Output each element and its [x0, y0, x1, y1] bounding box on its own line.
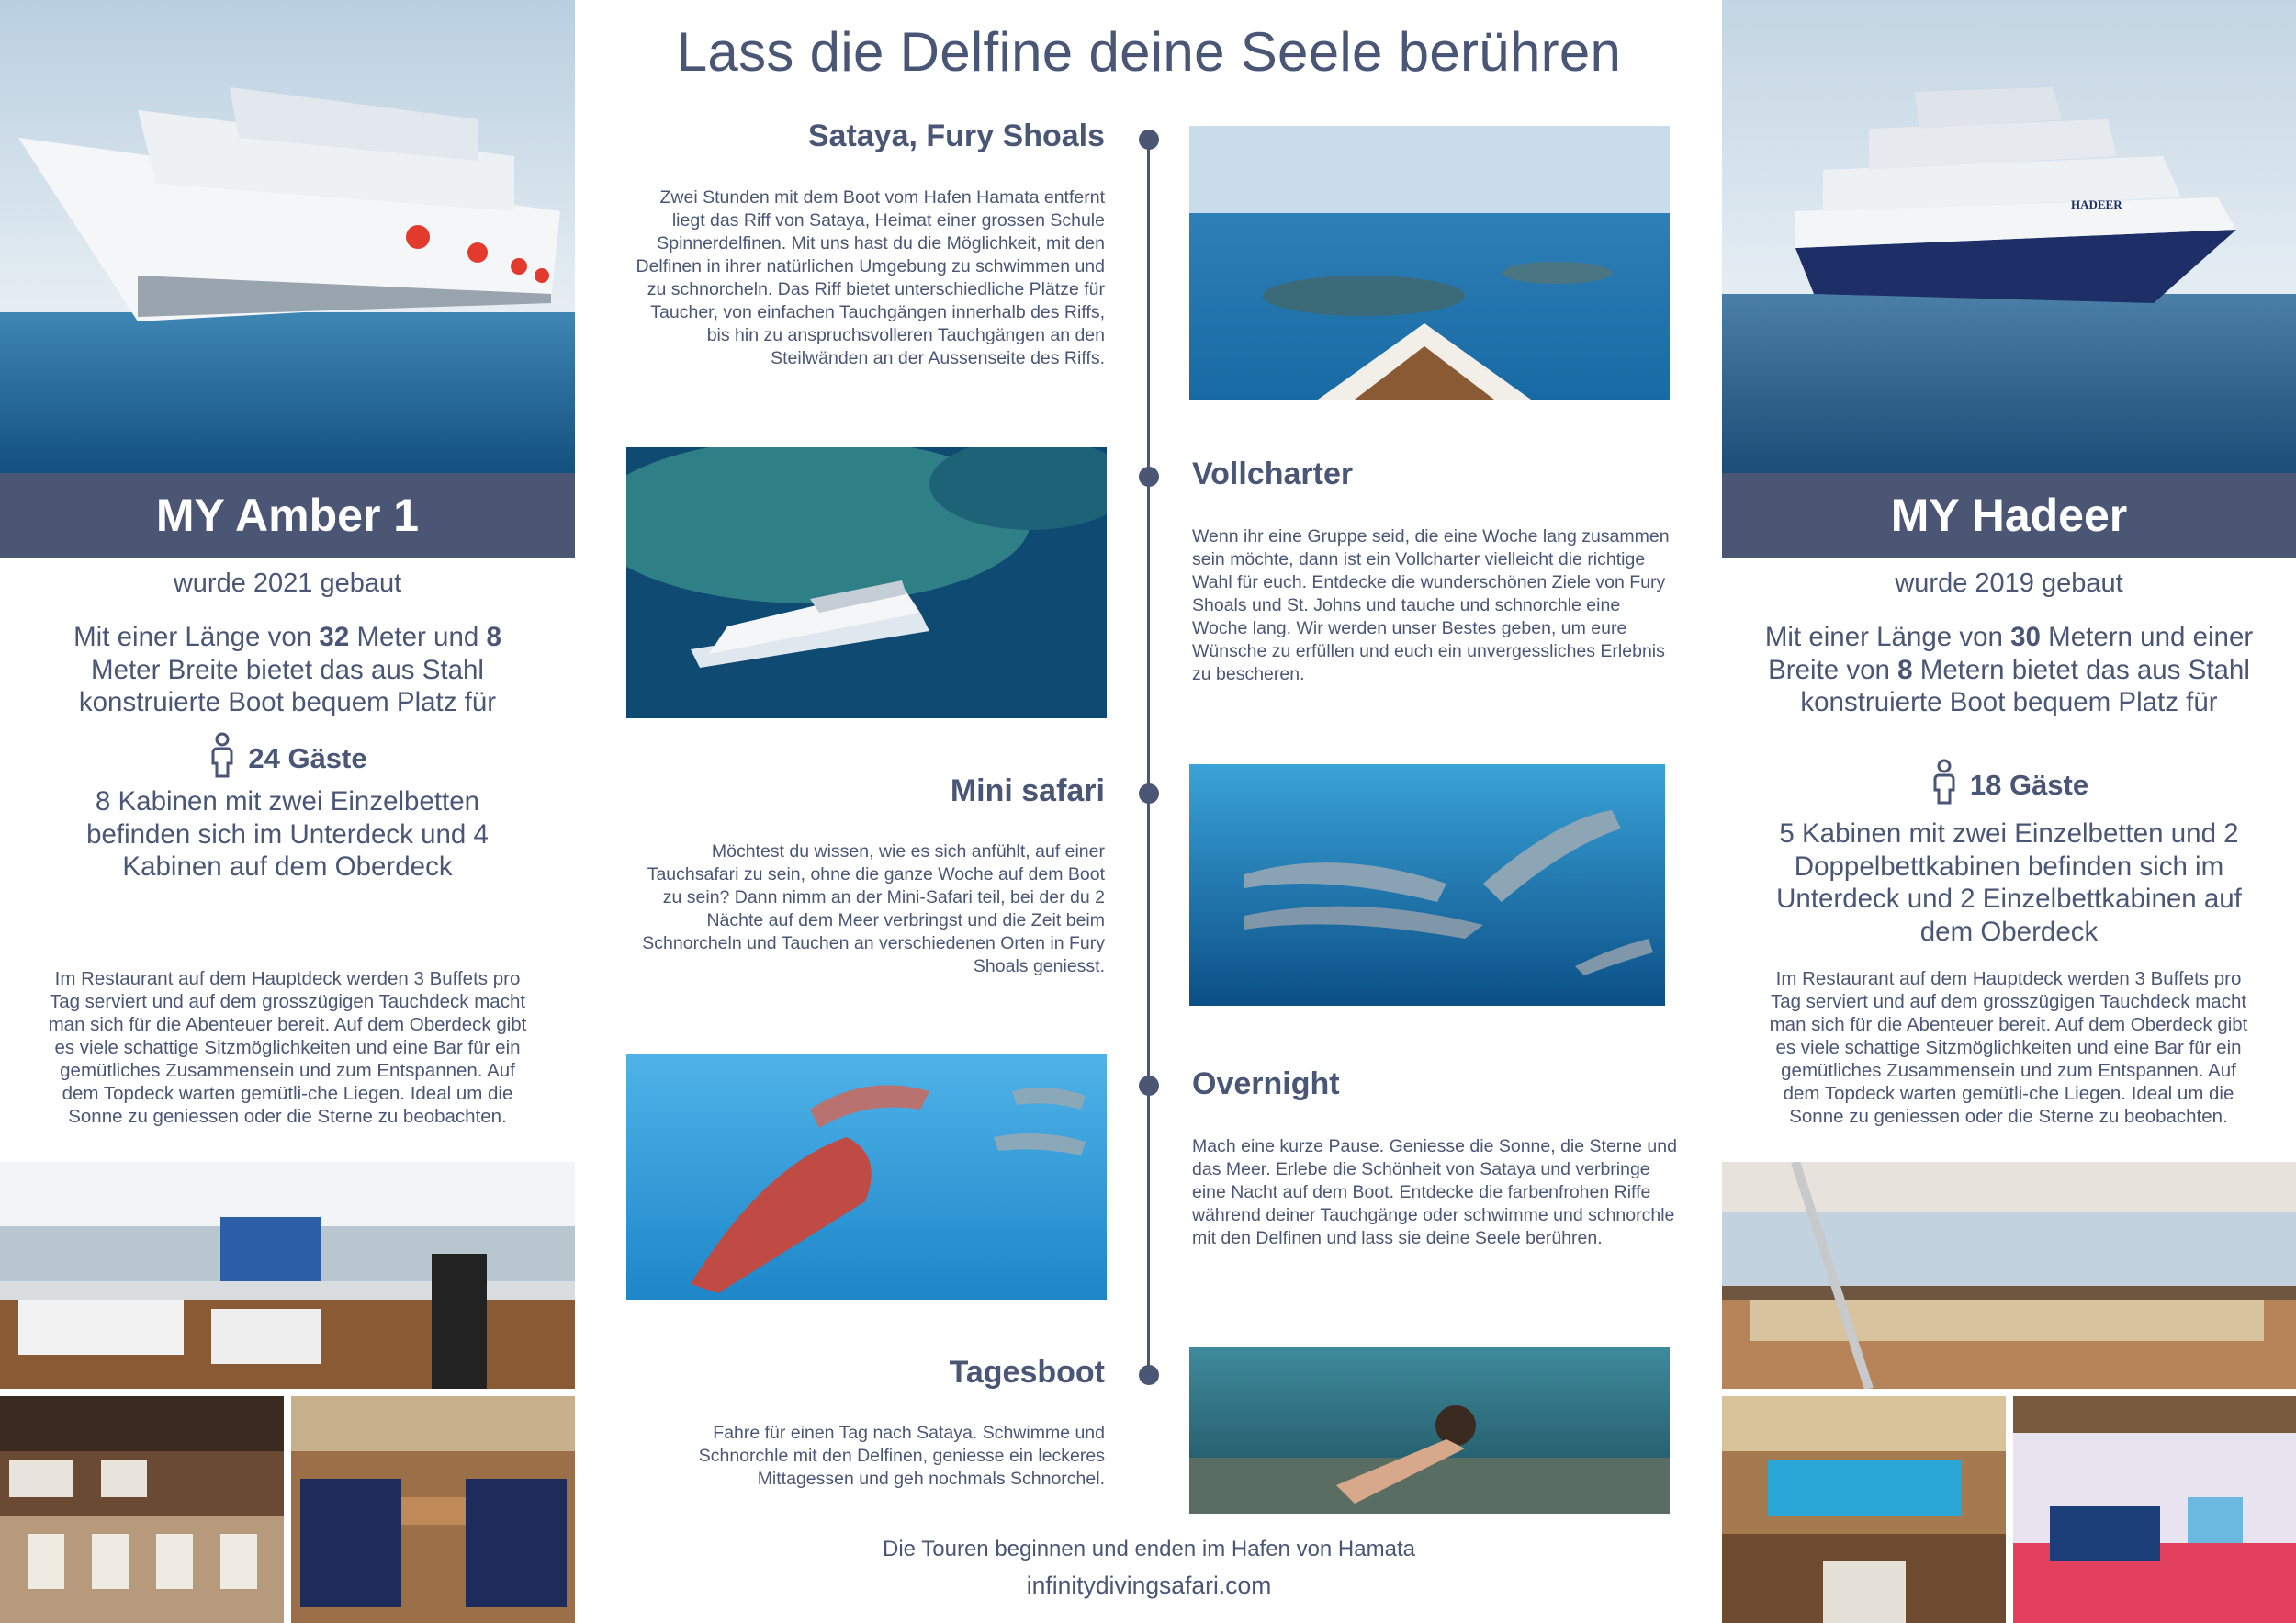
footer-note: Die Touren beginnen und enden im Hafen von Hamata — [883, 1537, 1415, 1561]
timeline-dot — [1139, 130, 1159, 150]
cabin-info: 8 Kabinen mit zwei Einzelbetten befinden sich im Unterdeck und 4 Kabinen auf dem Oberdeck — [86, 786, 489, 882]
tour-text: Möchtest du wissen, wie es sich anfühlt, auf einer Tauchsafari zu sein, ohne die ganze Woche auf dem Boot zu sein? Dann nimm an der Mini-Safari teil, bei der du 2 Nächte auf dem Meer verbringst und die Zeit beim Schnorcheln und Tauchen an verschiedenen Orten in Fury Shoals geniesst. — [642, 841, 1105, 976]
boat-specs: Mit einer Länge von 32 Meter und 8 Meter Breite bietet das aus Stahl konstruierte Boot bequem Platz für — [73, 622, 501, 717]
person-icon — [208, 732, 237, 785]
tour-heading: Overnight — [1192, 1066, 1340, 1101]
build-year: wurde 2021 gebaut — [173, 569, 402, 598]
top-deck-photo — [1722, 1162, 2296, 1389]
dolphin-closeup-photo — [626, 1054, 1107, 1300]
boat-description: Im Restaurant auf dem Hauptdeck werden 3 Buffets pro Tag serviert und auf dem grosszügigen Tauchdeck macht man sich für die Abenteuer bereit. Auf dem Oberdeck gibt es viele schattige Sitzmöglichkeiten und eine Bar für ein gemütliches Zusammensein und zum Entspannen. Auf dem Topdeck warten gemütli-che Liegen. Ideal um die Sonne zu geniessen oder die Sterne zu beobachten. — [48, 968, 527, 1127]
build-year: wurde 2019 gebaut — [1895, 569, 2123, 598]
boat-hull-label: HADEER — [2071, 197, 2122, 211]
timeline-dot — [1139, 783, 1159, 804]
timeline-dot — [1139, 1365, 1159, 1385]
tour-text: Fahre für einen Tag nach Sataya. Schwimme und Schnorchle mit den Delfinen, geniesse ein leckeres Mittagessen und geh nochmals Schnorchel. — [698, 1423, 1105, 1489]
timeline-line — [1147, 138, 1150, 1378]
dolphins-photo — [1189, 764, 1665, 1006]
yacht-hadeer-photo — [1722, 0, 2296, 473]
tour-heading: Tagesboot — [949, 1355, 1105, 1390]
boat-name-banner: MY Hadeer — [1722, 473, 2296, 558]
cabin-info: 5 Kabinen mit zwei Einzelbetten und 2 Doppelbettkabinen befinden sich im Unterdeck und 2 Einzelbettkabinen auf dem Oberdeck — [1776, 818, 2242, 947]
boat-description: Im Restaurant auf dem Hauptdeck werden 3 Buffets pro Tag serviert und auf dem grosszügigen Tauchdeck macht man sich für die Abenteuer bereit. Auf dem Oberdeck gibt es viele schattige Sitzmöglichkeiten und eine Bar für ein gemütliches Zusammensein und zum Entspannen. Auf dem Topdeck warten gemütli-che Liegen. Ideal um die Sonne zu geniessen oder die Sterne zu beobachten. — [1769, 968, 2248, 1127]
tour-heading: Mini safari — [950, 773, 1105, 808]
person-icon — [1930, 759, 1959, 812]
tour-text: Mach eine kurze Pause. Geniesse die Sonne, die Sterne und das Meer. Erlebe die Schönheit von Sataya und verbringe eine Nacht auf dem Boot. Entdecke die farbenfrohen Riffe während deiner Tauchgänge oder schwimme und schnorchle mit den Delfinen und lass sie deine Seele berühren. — [1192, 1136, 1677, 1248]
guest-capacity: 24 Gäste — [0, 732, 575, 785]
yacht-amber-photo — [0, 0, 575, 473]
boat-specs: Mit einer Länge von 30 Metern und einer Breite von 8 Metern bietet das aus Stahl konstruierte Boot bequem Platz für — [1764, 622, 2254, 717]
timeline-dot — [1139, 467, 1159, 487]
salon-photo — [1722, 1396, 2006, 1623]
snorkeler-photo — [1189, 1347, 1670, 1514]
page-title: Lass die Delfine deine Seele berühren — [676, 21, 1622, 83]
reef-bow-photo — [1189, 126, 1670, 400]
timeline-dot — [1139, 1076, 1159, 1096]
boat-name-banner: MY Amber 1 — [0, 473, 575, 558]
tour-heading: Sataya, Fury Shoals — [807, 118, 1105, 153]
tour-heading: Vollcharter — [1192, 456, 1354, 491]
tour-text: Zwei Stunden mit dem Boot vom Hafen Hamata entfernt liegt das Riff von Sataya, Heimat einer grossen Schule Spinnerdelfinen. Mit uns hast du die Möglichkeit, mit den Delfinen in ihrer natürlichen Umgebung zu schwimmen und zu schnorcheln. Das Riff bietet unterschiedliche Plätze für Taucher, von einfachen Tauchgängen innerhalb des Riffs, bis hin zu anspruchsvolleren Tauchgängen an den Steilwänden an der Aussenseite des Riffs. — [636, 187, 1105, 368]
guest-capacity: 18 Gäste — [1722, 759, 2296, 812]
deck-lounge-photo — [0, 1162, 575, 1389]
cabin-photo — [291, 1396, 575, 1623]
tour-text: Wenn ihr eine Gruppe seid, die eine Woche lang zusammen sein möchte, dann ist ein Vollcharter vielleicht die richtige Wahl für euch. Entdecke die wunderschönen Ziele von Fury Shoals und St. Johns und tauche und schnorchle eine Woche lang. Wir werden unser Bestes geben, um eure Wünsche zu erfüllen und euch ein unvergessliches Erlebnis zu bescheren. — [1192, 526, 1670, 684]
restaurant-photo — [0, 1396, 284, 1623]
footer-link[interactable]: infinitydivingsafari.com — [1026, 1572, 1272, 1599]
aerial-yacht-photo — [626, 447, 1107, 718]
hadeer-cabin-photo — [2013, 1396, 2296, 1623]
